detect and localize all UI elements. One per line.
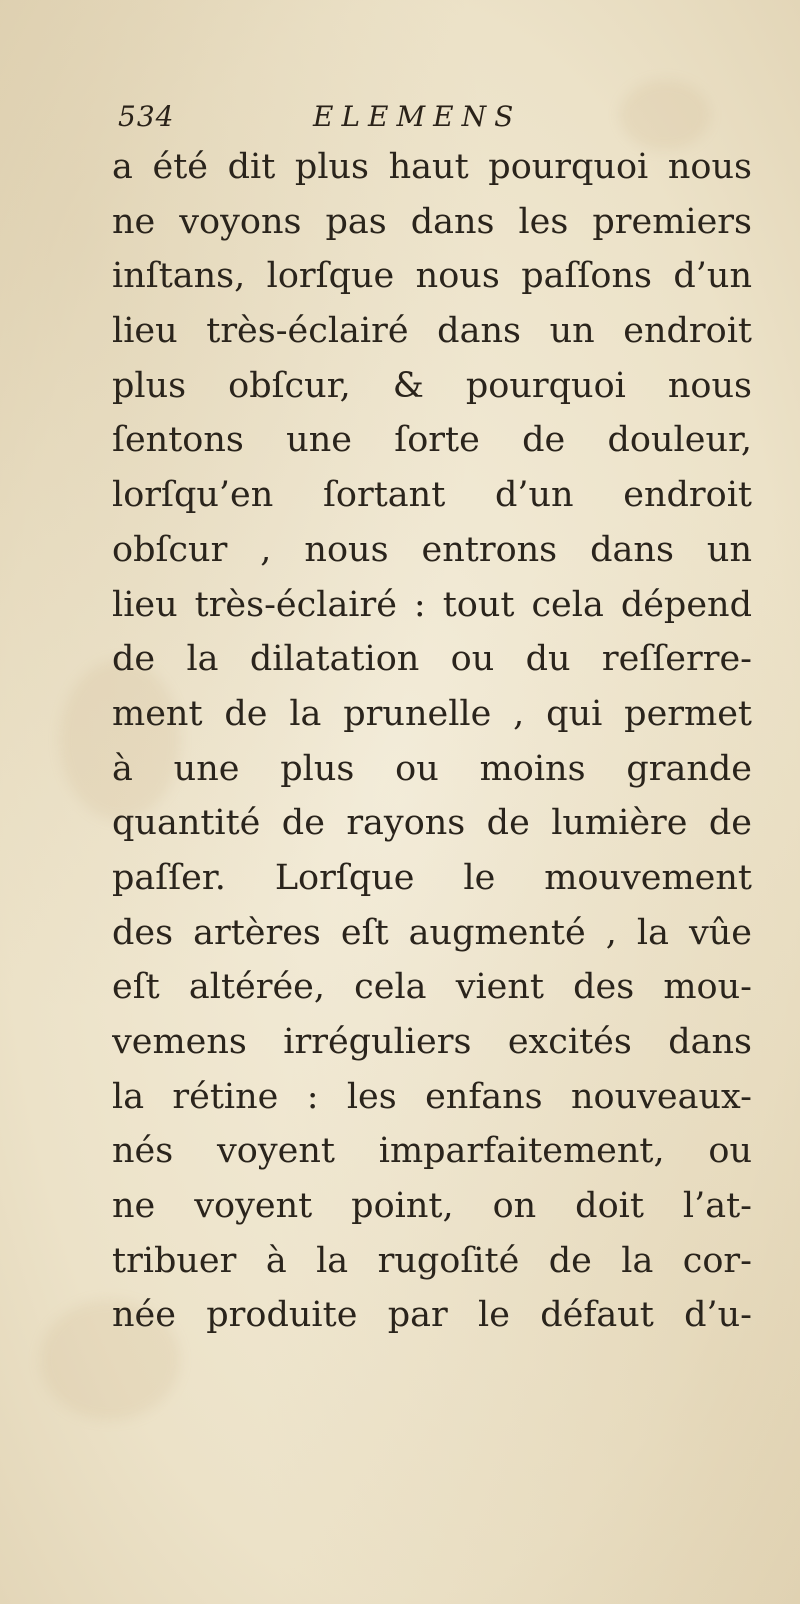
text-line: tribuer à la rugoſité de la cor-: [112, 1240, 752, 1281]
text-line: lieu très-éclairé dans un endroit: [112, 311, 752, 352]
page-number: 534: [118, 100, 175, 133]
text-line: ne voyent point, on doit l’at-: [112, 1186, 752, 1227]
page-header: [118, 100, 678, 140]
text-line: des artères eſt augmenté , la vûe: [112, 912, 752, 953]
text-line: lieu très-éclairé : tout cela dépend: [112, 584, 752, 625]
text-line: obſcur , nous entrons dans un: [112, 529, 752, 570]
text-line: la rétine : les enfans nouveaux-: [112, 1076, 752, 1117]
body-text: [112, 140, 752, 1343]
text-line: inſtans, lorſque nous paſſons d’un: [112, 256, 752, 297]
text-line: ne voyons pas dans les premiers: [112, 201, 752, 242]
text-line: quantité de rayons de lumière de: [112, 803, 752, 844]
text-line: eſt altérée, cela vient des mou-: [112, 967, 752, 1008]
text-line: à une plus ou moins grande: [112, 748, 752, 789]
text-line: nés voyent imparfaitement, ou: [112, 1131, 752, 1172]
text-line: a été dit plus haut pourquoi nous: [112, 147, 752, 187]
text-line: vemens irréguliers excités dans: [112, 1022, 752, 1062]
text-line: ſentons une ſorte de douleur,: [112, 420, 752, 461]
text-line: ment de la prunelle , qui permet: [112, 693, 752, 734]
text-line: de la dilatation ou du reſſerre-: [112, 639, 752, 680]
text-line: lorſqu’en ſortant d’un endroit: [112, 475, 752, 516]
running-title: ELEMENS: [313, 100, 522, 133]
text-line: plus obſcur, & pourquoi nous: [112, 365, 752, 406]
text-line: née produite par le défaut d’u-: [112, 1295, 752, 1336]
text-line: paſſer. Lorſque le mouvement: [112, 857, 752, 898]
